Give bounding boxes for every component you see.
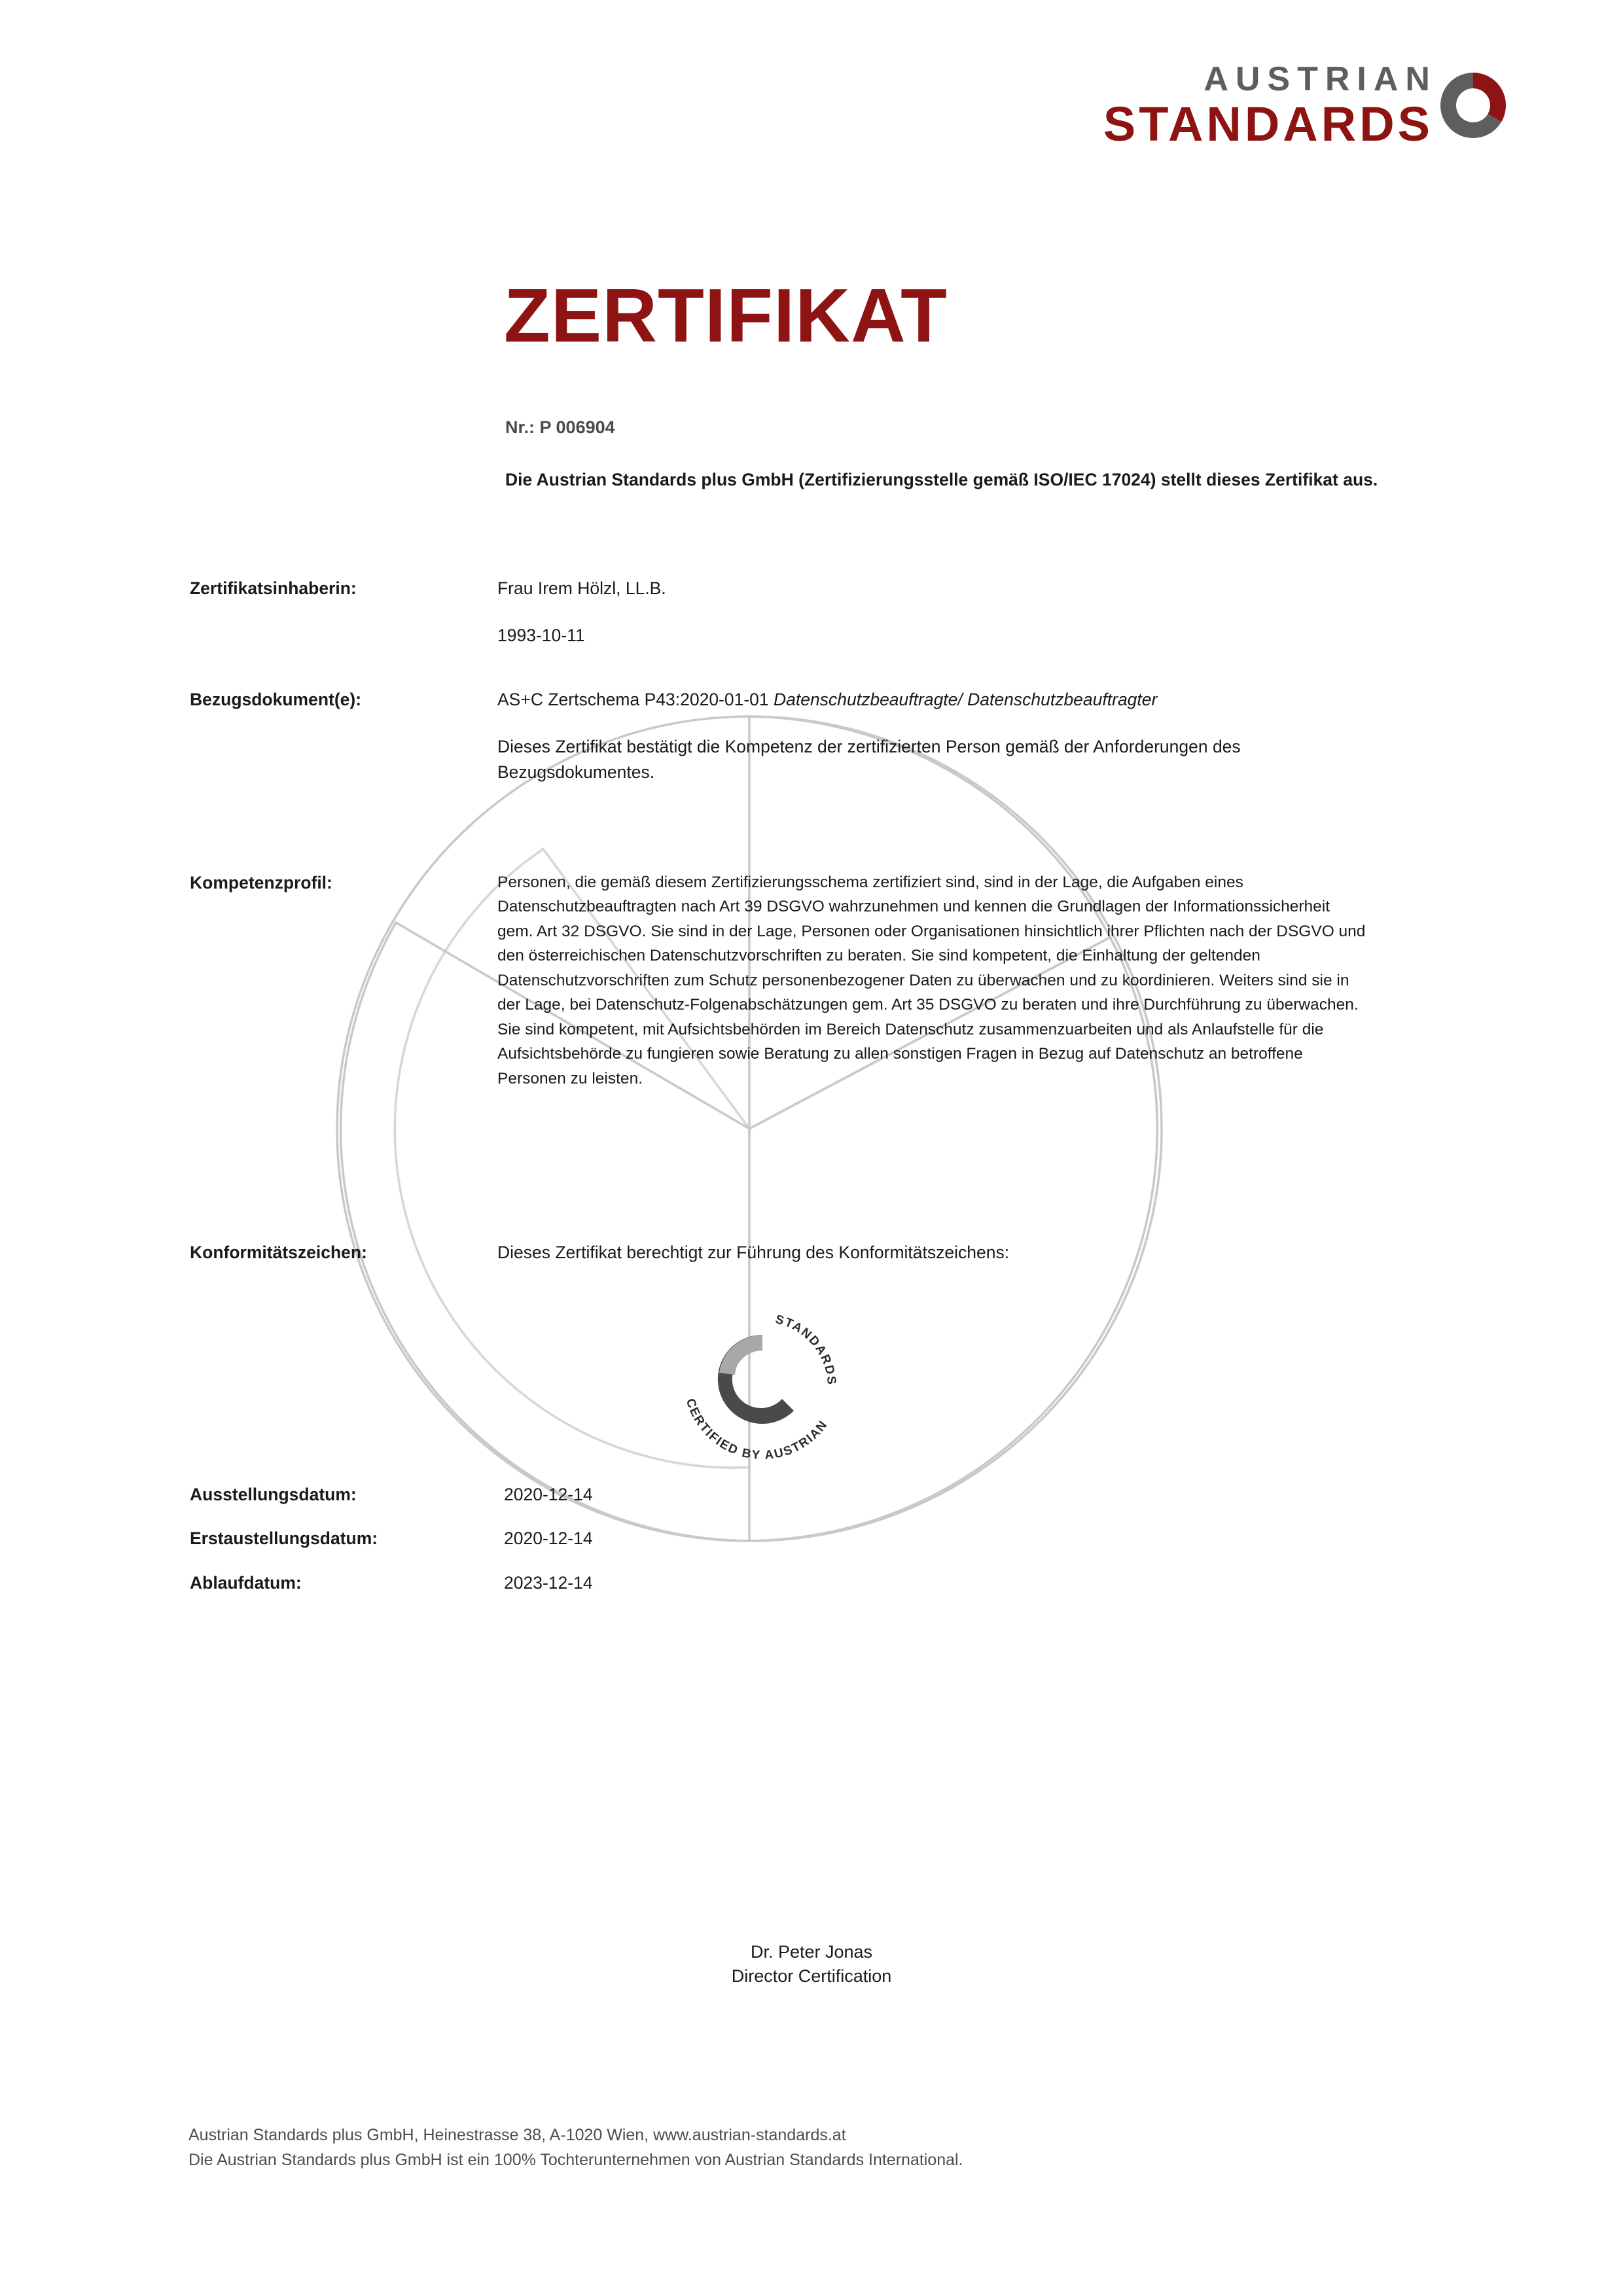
holder-value bbox=[497, 576, 1368, 648]
reference-value bbox=[497, 687, 1368, 785]
brand-logo-line1: AUSTRIAN bbox=[1204, 60, 1437, 98]
seal-upper-text: STANDARDS bbox=[774, 1313, 839, 1386]
brand-logo bbox=[1050, 62, 1508, 167]
conformity-mark-value bbox=[497, 1240, 1368, 1265]
brand-logo-text bbox=[1103, 60, 1437, 151]
first-issue-date-value: 2020-12-14 bbox=[504, 1528, 593, 1548]
reference-document bbox=[497, 687, 1368, 712]
footer-line-1: Austrian Standards plus GmbH, Heinestrasse 38, A-1020 Wien, www.austrian-standards.at bbox=[188, 2126, 846, 2144]
competence-value bbox=[497, 870, 1368, 1091]
expiry-date-label: Ablaufdatum: bbox=[190, 1573, 302, 1593]
signatory-role: Director Certification bbox=[731, 1966, 892, 1987]
footer-line-2: Die Austrian Standards plus GmbH ist ein 100% Tochterunternehmen von Austrian Standards International. bbox=[188, 2150, 963, 2169]
svg-text:CERTIFIED BY AUSTRIAN bbox=[683, 1397, 830, 1462]
certified-by-austrian-standards-seal-icon bbox=[658, 1282, 893, 1479]
issue-date-label: Ausstellungsdatum: bbox=[190, 1485, 357, 1504]
reference-document-main: AS+C Zertschema P43:2020-01-01 bbox=[497, 690, 774, 709]
seal-lower-text: CERTIFIED BY AUSTRIAN bbox=[683, 1396, 831, 1463]
conformity-mark-label: Konformitätszeichen: bbox=[190, 1243, 367, 1262]
brand-logo-line2: STANDARDS bbox=[1103, 97, 1433, 151]
competence-text: Personen, die gemäß diesem Zertifizierungsschema zertifiziert sind, sind in der Lage, die Aufgaben eines Datenschutzbeauftragten nach Art 39 DSGVO wahrzunehmen und kennen die Grundlagen der Informationssicherheit gem. Art 32 DSGVO. Sie sind in der Lage, Personen oder Organisationen hinsichtlich ihrer Pflichten nach der DSGVO und den österreichischen Datenschutzvorschriften zu beraten. Sie sind kompetent, die Einhaltung der geltenden Datenschutzvorschriften zum Schutz personenbezogener Daten zu überwachen und zu koordinieren. Weiters sind sie in der Lage, bei Datenschutz-Folgenabschätzungen gem. Art 35 DSGVO zu beraten und ihre Durchführung zu überwachen. Sie sind kompetent, mit Aufsichtsbehörden im Bereich Datenschutz zusammenzuarbeiten und als Anlaufstelle für die Aufsichtsbehörde zu fungieren sowie Beratung zu allen sonstigen Fragen in Bezug auf Datenschutz an betroffene Personen zu leisten. bbox=[497, 874, 1366, 1087]
reference-note: Dieses Zertifikat bestätigt die Kompetenz der zertifizierten Person gemäß der Anforderungen des Bezugsdokumentes. bbox=[497, 737, 1241, 782]
svg-text:STANDARDS bbox=[774, 1313, 838, 1386]
page-title: ZERTIFIKAT bbox=[504, 273, 948, 358]
certificate-number: Nr.: P 006904 bbox=[505, 417, 615, 437]
issue-date-value: 2020-12-14 bbox=[504, 1485, 593, 1504]
holder-birthdate: 1993-10-11 bbox=[497, 626, 585, 646]
first-issue-date-label: Erstaustellungsdatum: bbox=[190, 1528, 378, 1548]
conformity-mark-text: Dieses Zertifikat berechtigt zur Führung des Konformitätszeichens: bbox=[497, 1243, 1010, 1262]
austrian-standards-circle-mark-icon bbox=[1438, 70, 1508, 141]
competence-label: Kompetenzprofil: bbox=[190, 873, 332, 892]
holder-label: Zertifikatsinhaberin: bbox=[190, 578, 357, 598]
issuer-statement: Die Austrian Standards plus GmbH (Zertifizierungsstelle gemäß ISO/IEC 17024) stellt dieses Zertifikat aus. bbox=[505, 470, 1378, 489]
expiry-date-value: 2023-12-14 bbox=[504, 1573, 593, 1593]
footer bbox=[188, 2123, 963, 2172]
signature-block bbox=[0, 1940, 1623, 1989]
reference-label: Bezugsdokument(e): bbox=[190, 690, 362, 709]
holder-name: Frau Irem Hölzl, LL.B. bbox=[497, 578, 666, 598]
signatory-name: Dr. Peter Jonas bbox=[750, 1942, 873, 1962]
reference-document-italic: Datenschutzbeauftragte/ Datenschutzbeauftragter bbox=[774, 690, 1158, 709]
